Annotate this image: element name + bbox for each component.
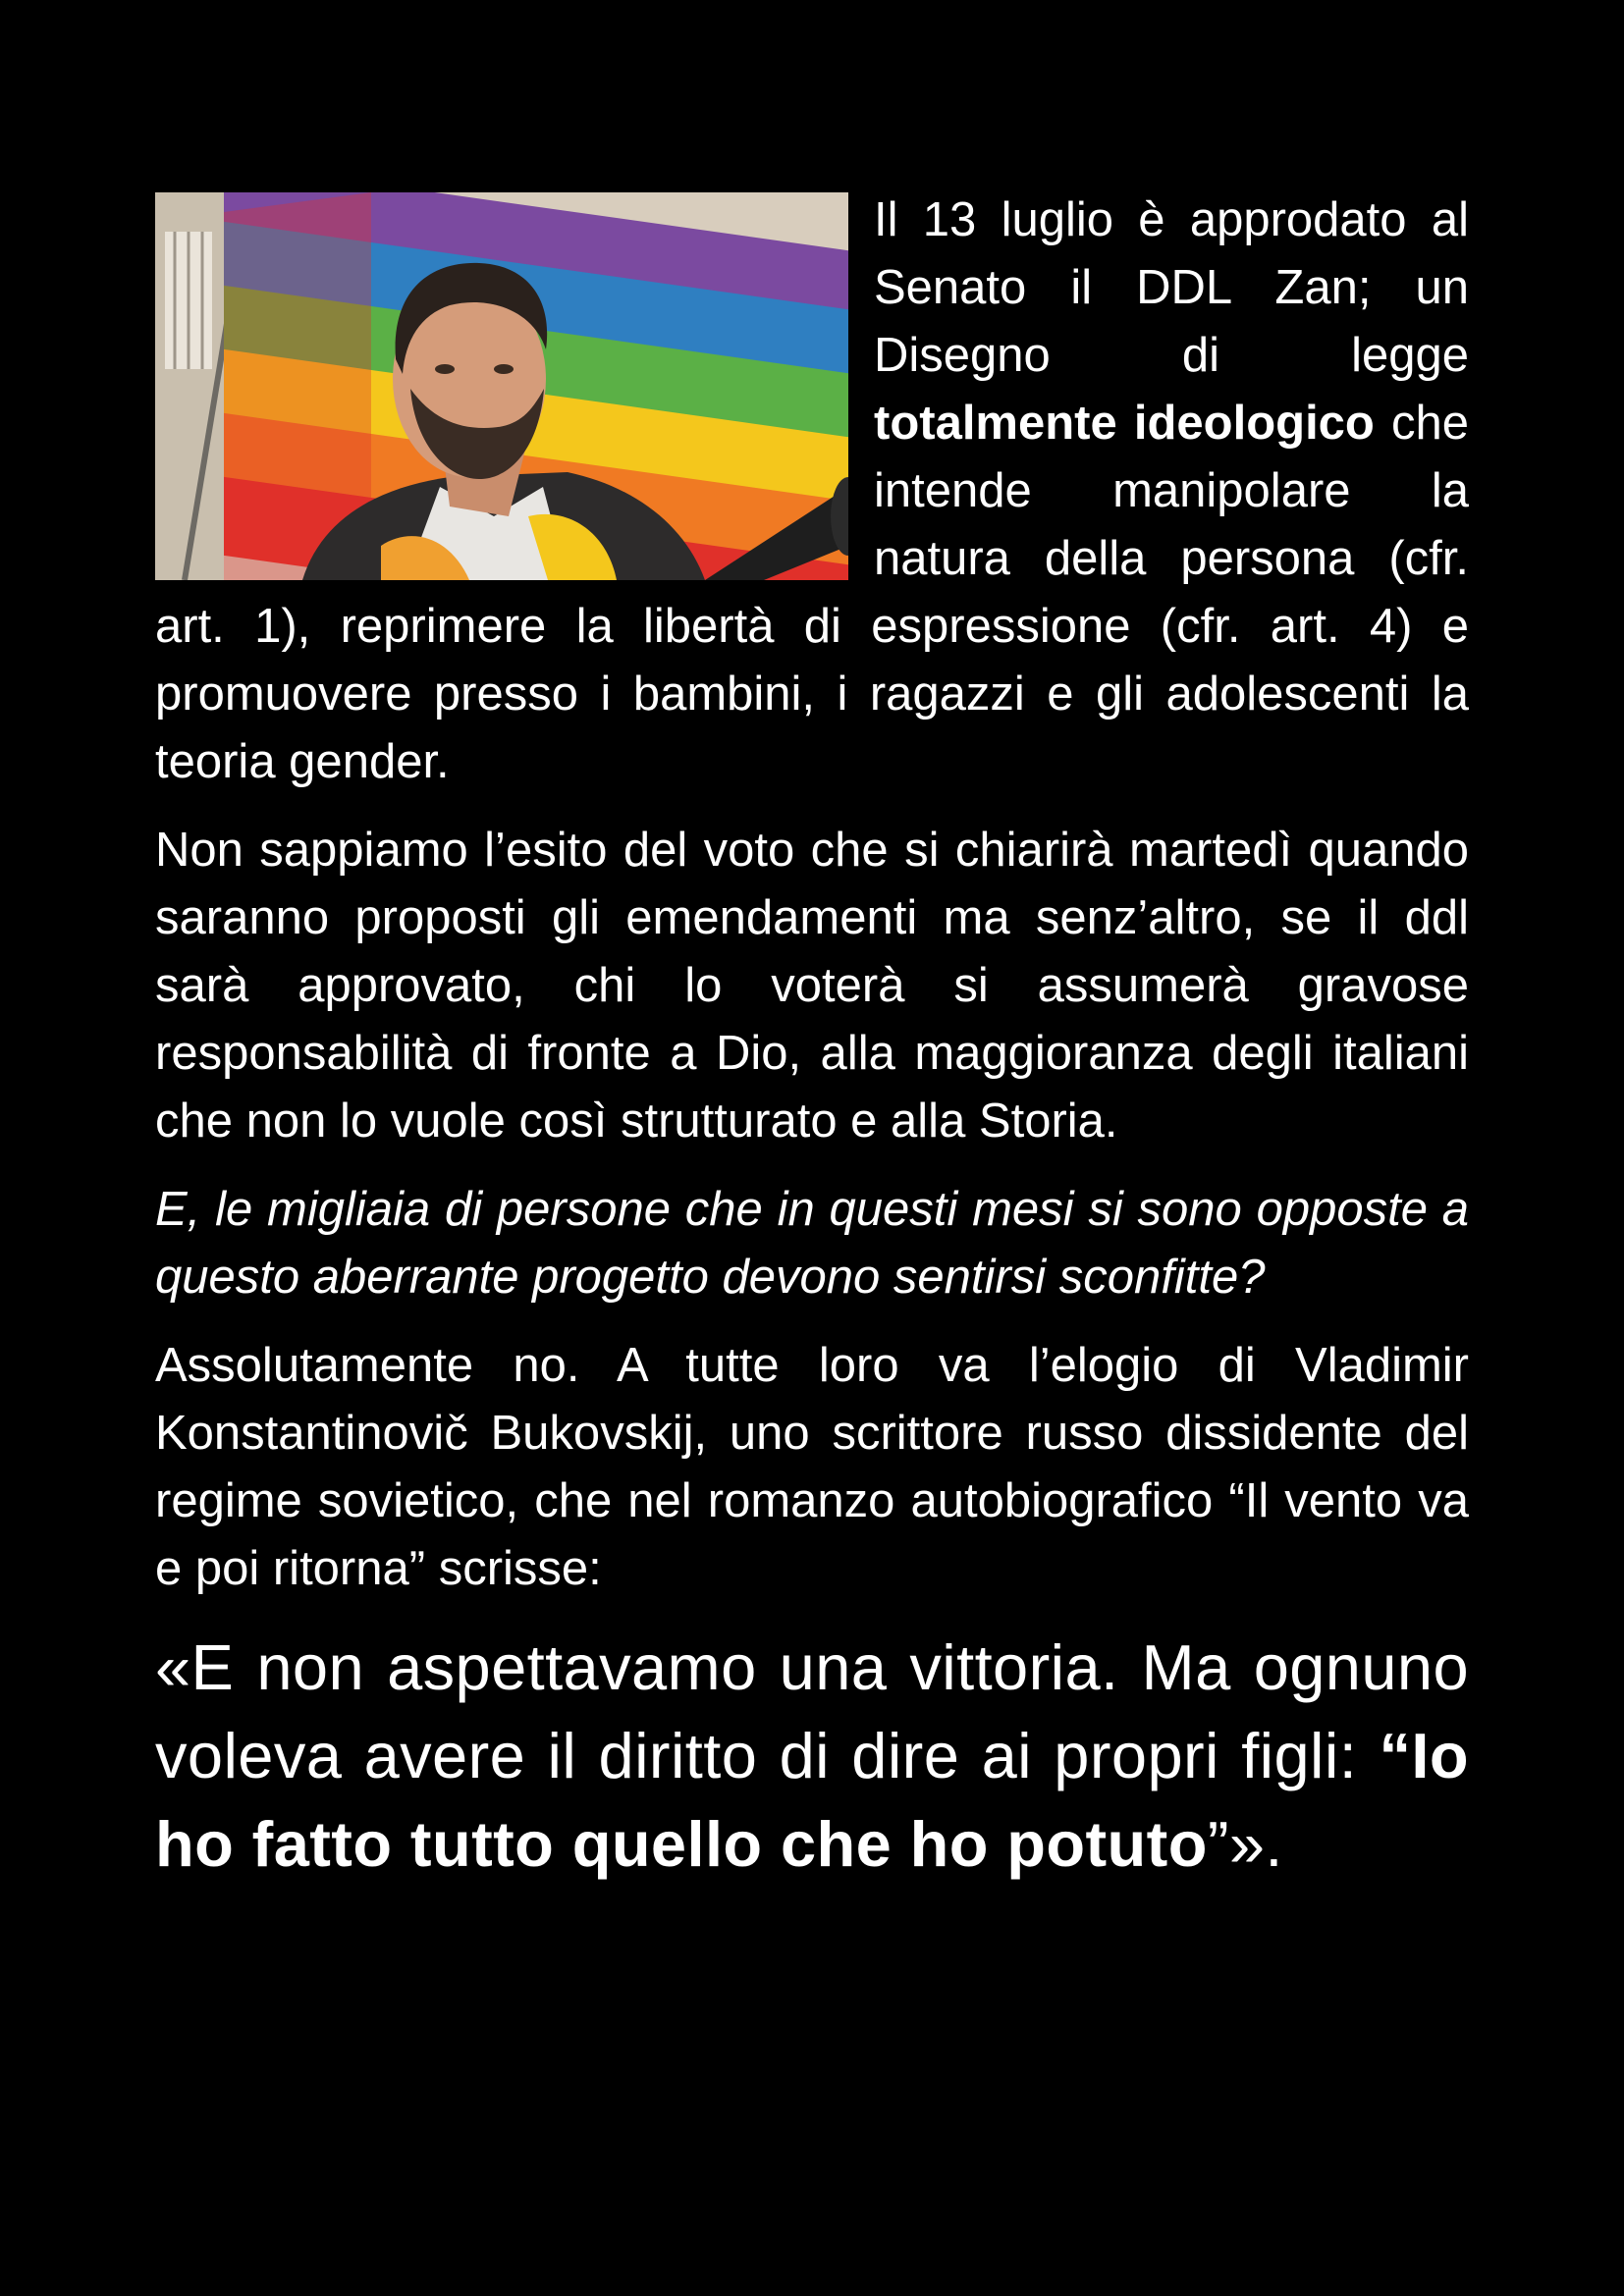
- intro-text-bold: totalmente ideologico: [874, 397, 1375, 450]
- document-page: [155, 192, 1469, 1889]
- photo-man-rainbow-flag-icon: [155, 192, 848, 580]
- quote-text-start: «E non aspettavamo una vittoria. Ma ognuno voleva avere il diritto di dire ai propri figli:: [155, 1631, 1469, 1791]
- paragraph-question: E, le migliaia di persone che in questi mesi si sono opposte a questo aberrante progetto devono sentirsi sconfitte?: [155, 1183, 1469, 1304]
- intro-text-end: che intende manipolare la natura della persona (cfr. art. 1), reprimere la libertà di espressione (cfr. art. 4) e promuovere presso i bambini, i ragazzi e gli adolescenti la teoria gender.: [155, 397, 1469, 788]
- photo-man-rainbow-flag: [155, 192, 848, 580]
- intro-text-start: Il 13 luglio è approdato al Senato il DDL Zan; un Disegno di legge: [874, 193, 1469, 382]
- quote-text-end: ”».: [1207, 1808, 1283, 1880]
- paragraph-bukovskij: Assolutamente no. A tutte loro va l’elogio di Vladimir Konstantinovič Bukovskij, uno scrittore russo dissidente del regime sovietico, che nel romanzo autobiografico “Il vento va e poi ritorna” scrisse:: [155, 1339, 1469, 1595]
- paragraph-vote: Non sappiamo l’esito del voto che si chiarirà martedì quando saranno proposti gli emendamenti ma senz’altro, se il ddl sarà approvato, chi lo voterà si assumerà gravose responsabilità di fronte a Dio, alla maggioranza degli italiani che non lo vuole così strutturato e alla Storia.: [155, 824, 1469, 1148]
- quote-text-bold: “Io ho fatto tutto quello che ho potuto: [155, 1720, 1469, 1880]
- quote-bukovskij: [155, 1624, 1469, 1889]
